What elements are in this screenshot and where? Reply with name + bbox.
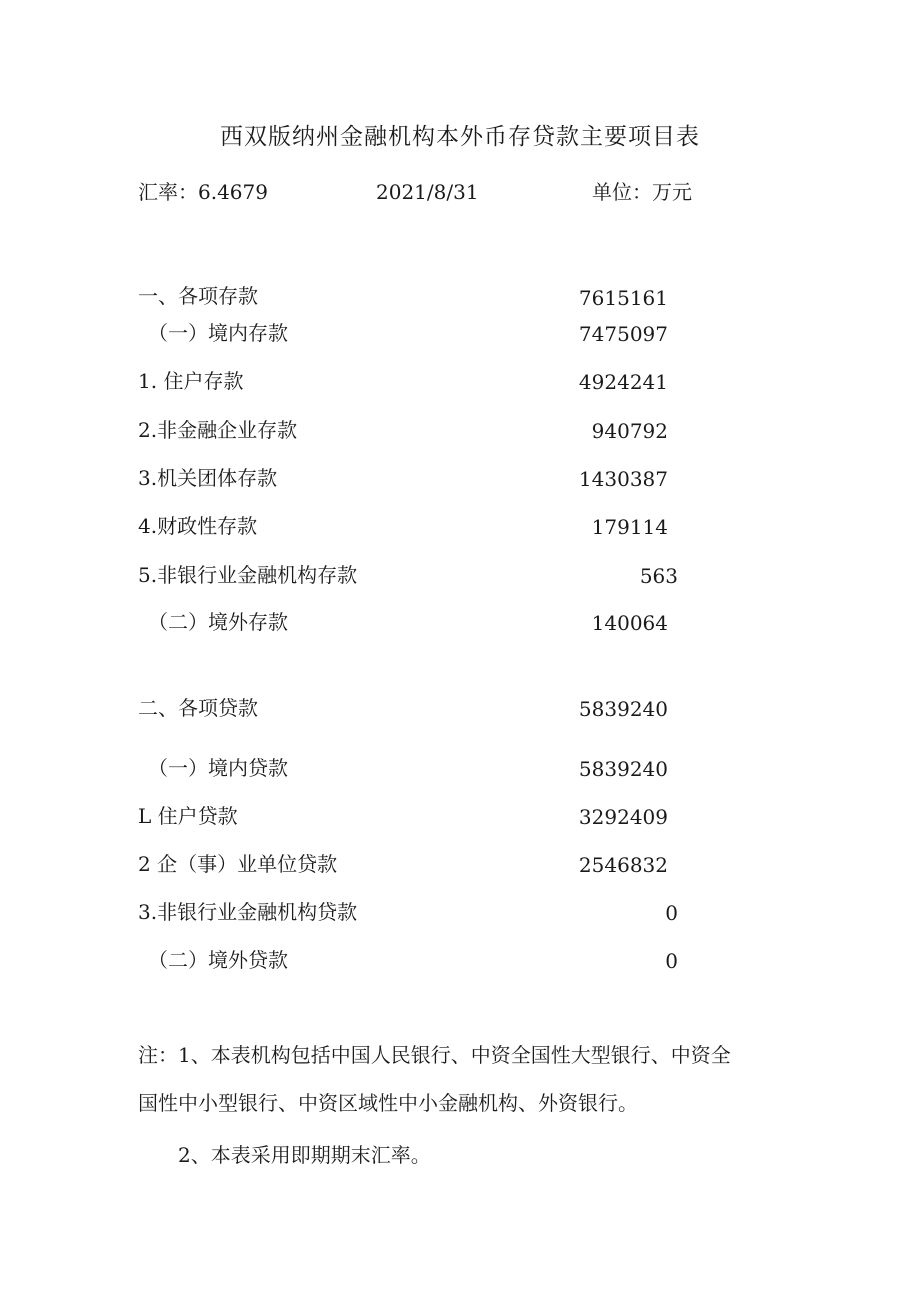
row-value: 4924241 [578, 370, 668, 394]
unit-label: 单位：万元 [592, 180, 692, 204]
row-label: （二）境外贷款 [148, 948, 288, 972]
row-value: 5839240 [578, 697, 668, 721]
row-value: 0 [665, 949, 678, 973]
row-label: 2 企（事）业单位贷款 [138, 852, 338, 876]
row-label: 1. 住户存款 [138, 369, 244, 393]
row-label: 一、各项存款 [138, 284, 258, 308]
row-label: 2.非金融企业存款 [138, 418, 298, 442]
row-label: 二、各项贷款 [138, 696, 258, 720]
row-label: 3.机关团体存款 [138, 466, 278, 490]
row-label: 5.非银行业金融机构存款 [138, 563, 358, 587]
row-label: （一）境内贷款 [148, 756, 288, 780]
row-label: 4.财政性存款 [138, 514, 258, 538]
row-value: 7475097 [578, 322, 668, 346]
note-line: 注：1、本表机构包括中国人民银行、中资全国性大型银行、中资全 [138, 1043, 731, 1067]
row-value: 3292409 [578, 805, 668, 829]
row-value: 940792 [591, 419, 668, 443]
row-value: 7615161 [578, 286, 668, 310]
report-date: 2021/8/31 [376, 180, 479, 204]
row-label: （一）境内存款 [148, 321, 288, 345]
document-title: 西双版纳州金融机构本外币存贷款主要项目表 [220, 124, 700, 150]
row-value: 563 [639, 564, 678, 588]
row-value: 2546832 [578, 853, 668, 877]
note-line: 2、本表采用即期期末汇率。 [178, 1143, 431, 1167]
row-value: 179114 [591, 515, 668, 539]
row-label: （二）境外存款 [148, 610, 288, 634]
row-label: 3.非银行业金融机构贷款 [138, 900, 358, 924]
row-value: 140064 [591, 611, 668, 635]
row-value: 1430387 [578, 467, 668, 491]
row-value: 0 [665, 901, 678, 925]
exchange-rate: 汇率：6.4679 [138, 180, 268, 204]
row-value: 5839240 [578, 757, 668, 781]
note-line: 国性中小型银行、中资区域性中小金融机构、外资银行。 [138, 1091, 638, 1115]
row-label: L 住户贷款 [138, 804, 238, 828]
